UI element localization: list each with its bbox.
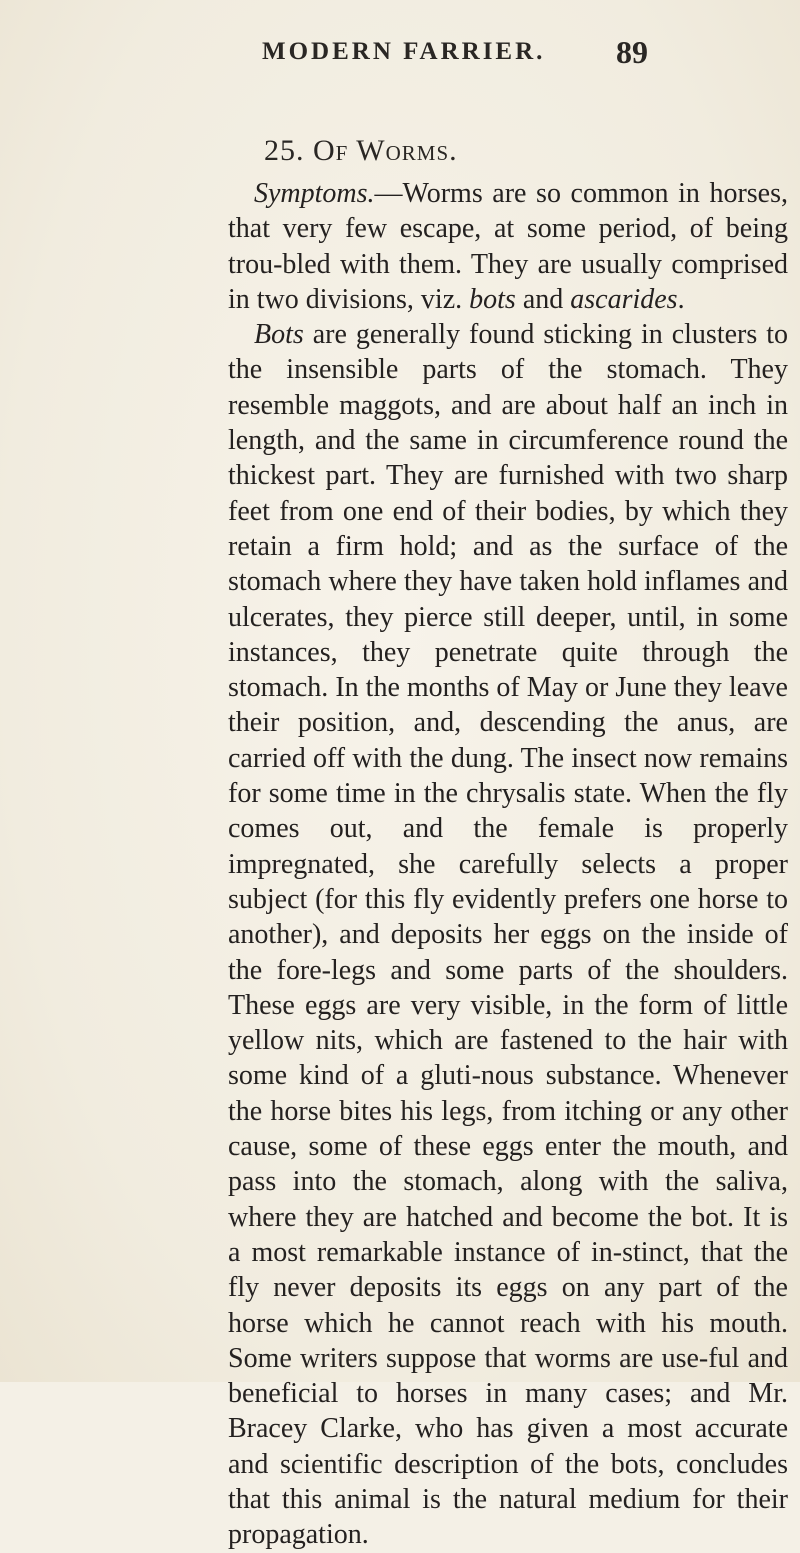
symptoms-label: Symptoms.: [254, 178, 375, 209]
paragraph-symptoms: [228, 176, 788, 317]
paragraph-bots: [228, 317, 788, 1552]
body-text: [228, 176, 788, 1553]
symptoms-text-a: —Worms are so common in horses, that very few escape, at some period, of being trou-bled with them. They are usually comprised in two divisions, viz.: [228, 178, 788, 315]
section-heading: 25. Of Worms.: [264, 134, 458, 167]
bots-label: Bots: [254, 319, 304, 351]
running-title: MODERN FARRIER.: [262, 38, 546, 65]
term-ascarides: ascarides: [570, 283, 678, 315]
term-bots: bots: [469, 283, 516, 315]
bots-text: are generally found sticking in clusters to the insensible parts of the stomach. They resemble maggots, and are about half an inch in length, and the same in circumference round the thickest part. They are furnished with two sharp feet from one end of their bodies, by which they retain a firm hold; and as the surface of the stomach where they have taken hold inflames and ulcerates, they pierce still deeper, until, in some instances, they penetrate quite through the stomach. In the months of May or June they leave their position, and, descending the anus, are carried off with the dung. The insect now remains for some time in the chrysalis state. When the fly comes out, and the female is properly impregnated, she carefully selects a proper subject (for this fly evidently prefers one horse to another), and deposits her eggs on the inside of the fore-legs and some parts of the shoulders. These eggs are very visible, in the form of little yellow nits, which are fastened to the hair with some kind of a gluti-nous substance. Whenever the horse bites his legs, from itching or any other cause, some of these eggs enter the mouth, and pass into the stomach, along with the saliva, where they are hatched and become the bot. It is a most remarkable instance of in-stinct, that the fly never deposits its eggs on any part of the horse which he cannot reach with his mouth. Some writers suppose that worms are use-ful and beneficial to horses in many cases; and Mr. Bracey Clarke, who has given a most accurate and scientific description of the bots, concludes that this animal is the natural medium for their propagation.: [228, 319, 788, 1551]
symptoms-text-b: and: [515, 283, 571, 315]
symptoms-text-c: .: [677, 283, 685, 315]
page-number: 89: [616, 34, 648, 70]
running-head: [0, 34, 800, 78]
